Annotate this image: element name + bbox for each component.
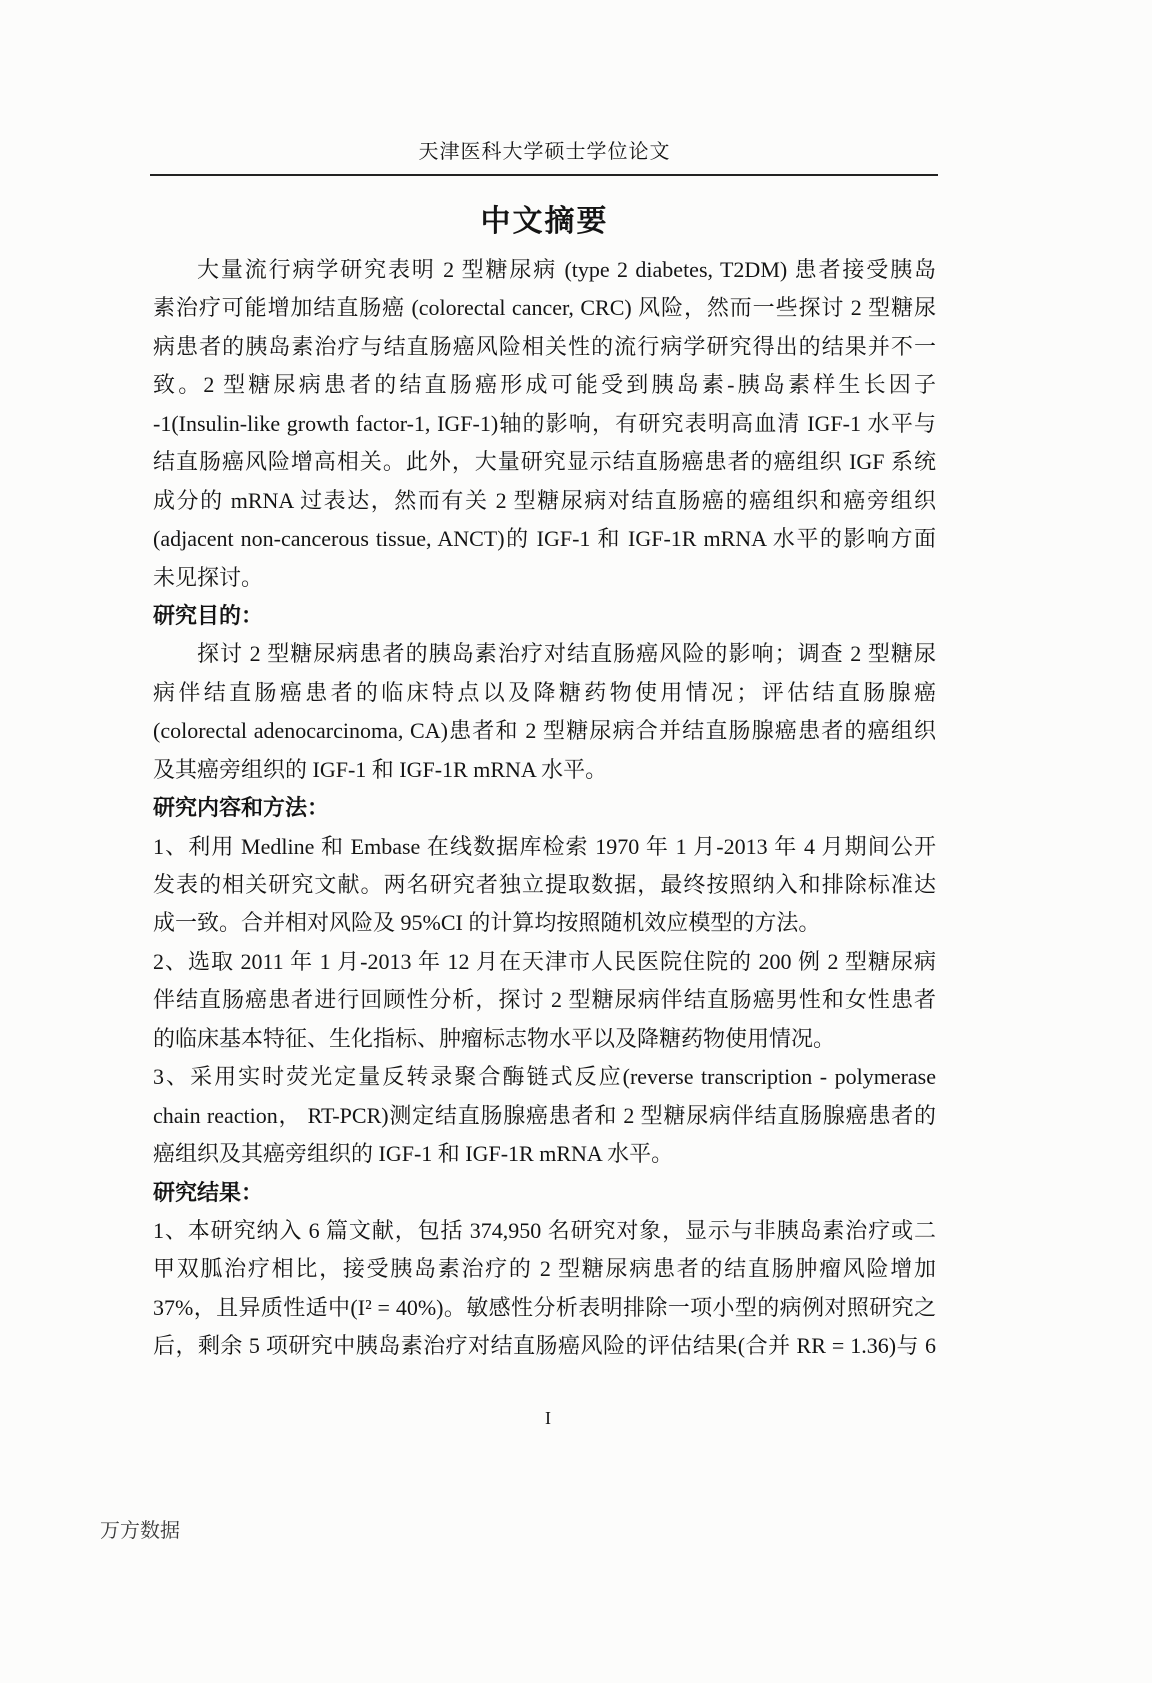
abstract-title: 中文摘要: [480, 205, 609, 238]
text-line: 甲双胍治疗相比，接受胰岛素治疗的 2 型糖尿病患者的结直肠肿瘤风险增加: [153, 1256, 936, 1282]
text-line: (adjacent non-cancerous tissue, ANCT)的 IGF-1 和 IGF-1R mRNA 水平的影响方面: [153, 526, 936, 552]
text-line: 癌组织及其癌旁组织的 IGF-1 和 IGF-1R mRNA 水平。: [153, 1141, 674, 1167]
text-line: 37%，且异质性适中(I² = 40%)。敏感性分析表明排除一项小型的病例对照研究之: [153, 1294, 936, 1320]
text-line: 素治疗可能增加结直肠癌 (colorectal cancer, CRC) 风险，然而一些探讨 2 型糖尿: [153, 295, 936, 321]
list-item: [153, 1058, 936, 1173]
text-line: -1(Insulin-like growth factor-1, IGF-1)轴的影响，有研究表明高血清 IGF-1 水平与: [153, 410, 936, 436]
text-line: 后，剩余 5 项研究中胰岛素治疗对结直肠癌风险的评估结果(合并 RR = 1.36)与 6: [153, 1333, 936, 1359]
text-line: 伴结直肠癌患者进行回顾性分析，探讨 2 型糖尿病伴结直肠癌男性和女性患者: [153, 987, 936, 1013]
text-line: 成分的 mRNA 过表达，然而有关 2 型糖尿病对结直肠癌的癌组织和癌旁组织: [153, 487, 936, 513]
text-line: 病患者的胰岛素治疗与结直肠癌风险相关性的流行病学研究得出的结果并不一: [153, 333, 936, 359]
text-line: (colorectal adenocarcinoma, CA)患者和 2 型糖尿病合并结直肠腺癌患者的癌组织: [153, 718, 936, 744]
watermark-text: 万方数据: [100, 1520, 180, 1542]
text-line: 未见探讨。: [153, 564, 264, 590]
list-item: [153, 943, 936, 1058]
text-line: 1、利用 Medline 和 Embase 在线数据库检索 1970 年 1 月-2013 年 4 月期间公开: [153, 833, 936, 859]
text-line: 发表的相关研究文献。两名研究者独立提取数据，最终按照纳入和排除标准达: [153, 872, 936, 897]
text-line: 探讨 2 型糖尿病患者的胰岛素治疗对结直肠癌风险的影响；调查 2 型糖尿: [197, 641, 936, 667]
section-heading: 研究结果：: [153, 1179, 264, 1205]
header-rule: [150, 174, 938, 176]
intro-paragraph: [153, 251, 936, 597]
text-line: 2、选取 2011 年 1 月-2013 年 12 月在天津市人民医院住院的 200 例 2 型糖尿病: [153, 948, 936, 974]
page-number: I: [545, 1408, 551, 1428]
methods-section: [153, 789, 936, 1173]
objectives-section: [153, 597, 936, 789]
text-line: 1、本研究纳入 6 篇文献，包括 374,950 名研究对象，显示与非胰岛素治疗或二: [153, 1217, 936, 1243]
text-line: chain reaction， RT-PCR)测定结直肠腺癌患者和 2 型糖尿病伴结直肠腺癌患者的: [153, 1102, 936, 1128]
list-item: [153, 1212, 936, 1366]
running-header: 天津医科大学硕士学位论文: [418, 141, 671, 163]
text-line: 及其癌旁组织的 IGF-1 和 IGF-1R mRNA 水平。: [153, 756, 608, 782]
text-line: 大量流行病学研究表明 2 型糖尿病 (type 2 diabetes, T2DM) 患者接受胰岛: [197, 257, 936, 282]
text-line: 成一致。合并相对风险及 95%CI 的计算均按照随机效应模型的方法。: [153, 910, 821, 936]
text-line: 致。2 型糖尿病患者的结直肠癌形成可能受到胰岛素-胰岛素样生长因子: [153, 372, 936, 398]
text-line: 病伴结直肠癌患者的临床特点以及降糖药物使用情况；评估结直肠腺癌: [153, 679, 936, 705]
section-heading: 研究目的：: [153, 602, 264, 628]
list-item: [153, 828, 936, 943]
text-line: 结直肠癌风险增高相关。此外，大量研究显示结直肠癌患者的癌组织 IGF 系统: [153, 449, 936, 475]
text-line: 的临床基本特征、生化指标、肿瘤标志物水平以及降糖药物使用情况。: [153, 1025, 836, 1051]
text-line: 3、采用实时荧光定量反转录聚合酶链式反应(reverse transcription - polymerase: [153, 1064, 936, 1090]
abstract-body: [153, 251, 936, 1366]
section-heading: 研究内容和方法：: [153, 795, 330, 821]
results-section: [153, 1174, 936, 1366]
